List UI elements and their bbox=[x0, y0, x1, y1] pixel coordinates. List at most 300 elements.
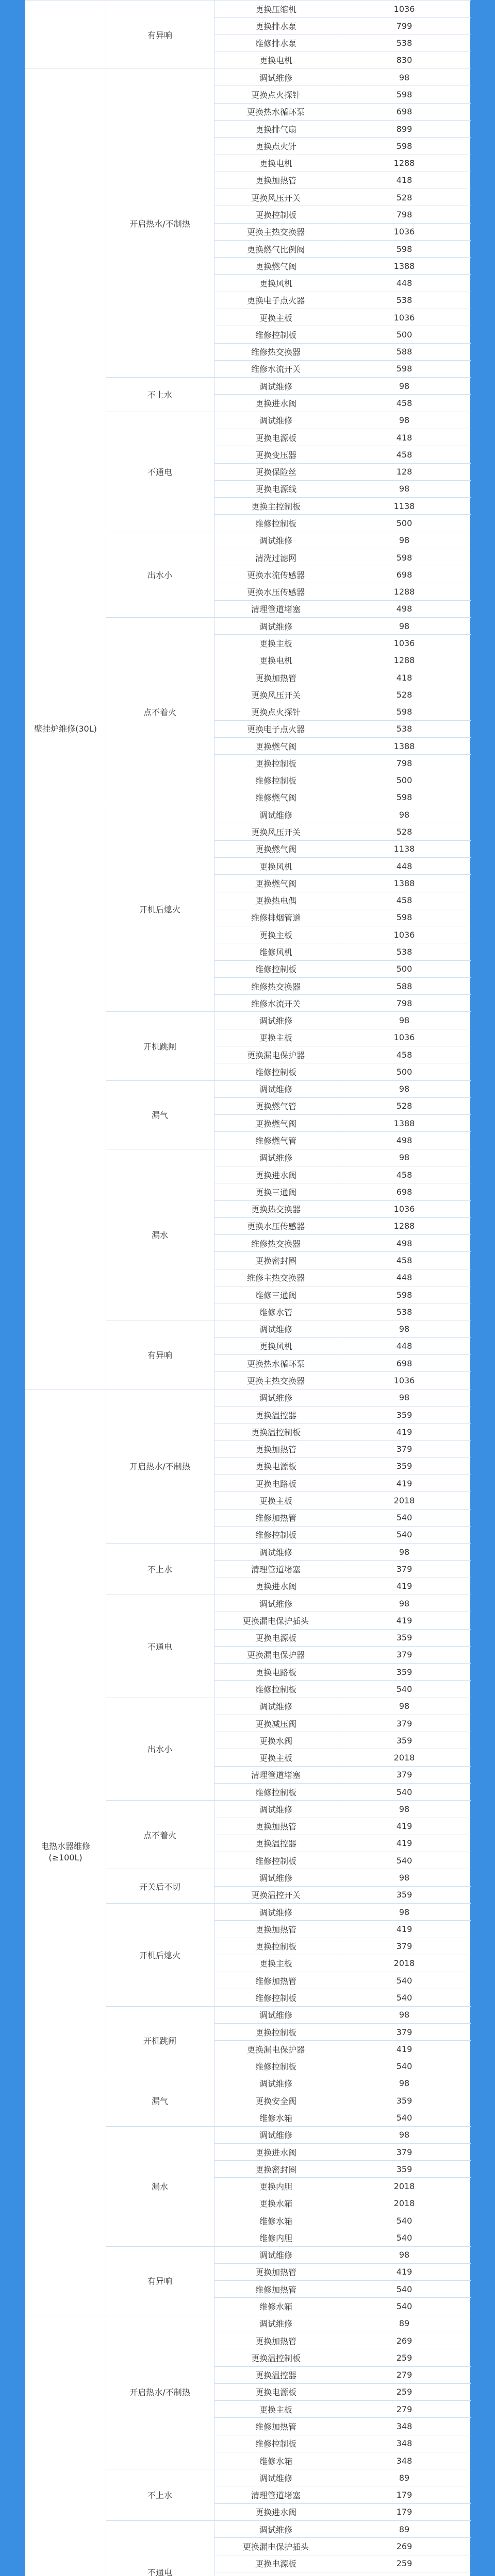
repair-item-cell: 更换点火针 bbox=[214, 137, 338, 154]
price-cell: 2018 bbox=[338, 1749, 471, 1766]
repair-item-cell: 更换电机 bbox=[214, 652, 338, 669]
repair-item-cell: 更换温控制板 bbox=[214, 2349, 338, 2366]
price-cell: 448 bbox=[338, 1269, 471, 1286]
price-cell: 799 bbox=[338, 17, 471, 34]
symptom-cell: 开启热水/不制热 bbox=[106, 69, 214, 377]
repair-item-cell: 维修控制板 bbox=[214, 2058, 338, 2075]
price-cell: 98 bbox=[338, 1011, 471, 1028]
price-cell: 379 bbox=[338, 1766, 471, 1783]
price-cell: 1138 bbox=[338, 840, 471, 857]
price-cell: 458 bbox=[338, 892, 471, 909]
price-cell: 1036 bbox=[338, 1371, 471, 1388]
repair-item-cell: 更换燃气阀 bbox=[214, 737, 338, 754]
repair-item-cell: 更换控制板 bbox=[214, 1938, 338, 1955]
repair-item-cell: 更换燃气阀 bbox=[214, 1114, 338, 1131]
repair-item-cell: 更换热交换器 bbox=[214, 1200, 338, 1217]
repair-item-cell: 更换水阀 bbox=[214, 1732, 338, 1749]
repair-item-cell: 维修控制板 bbox=[214, 1989, 338, 2006]
price-cell: 598 bbox=[338, 909, 471, 926]
price-cell: 448 bbox=[338, 1337, 471, 1354]
repair-item-cell: 维修加热管 bbox=[214, 2280, 338, 2297]
symptom-cell: 漏水 bbox=[106, 2126, 214, 2246]
repair-item-cell: 维修水箱 bbox=[214, 2212, 338, 2229]
price-cell: 598 bbox=[338, 549, 471, 566]
price-cell: 448 bbox=[338, 857, 471, 874]
price-cell: 98 bbox=[338, 377, 471, 394]
price-cell: 538 bbox=[338, 1303, 471, 1320]
price-cell: 279 bbox=[338, 2366, 471, 2383]
repair-item-cell: 更换温控器 bbox=[214, 1835, 338, 1852]
repair-item-cell: 更换进水阀 bbox=[214, 394, 338, 411]
symptom-cell: 漏水 bbox=[106, 1149, 214, 1320]
repair-item-cell: 维修燃气管 bbox=[214, 1131, 338, 1148]
repair-item-cell: 更换加热管 bbox=[214, 1920, 338, 1937]
repair-item-cell: 维修加热管 bbox=[214, 1972, 338, 1989]
symptom-cell: 开启热水/不制热 bbox=[106, 1389, 214, 1544]
price-cell: 540 bbox=[338, 1972, 471, 1989]
price-cell: 98 bbox=[338, 1698, 471, 1715]
price-cell: 899 bbox=[338, 120, 471, 137]
symptom-cell: 出水小 bbox=[106, 1698, 214, 1801]
repair-item-cell: 维修控制板 bbox=[214, 960, 338, 977]
repair-item-cell: 更换燃气阀 bbox=[214, 840, 338, 857]
price-cell: 98 bbox=[338, 2075, 471, 2092]
price-cell: 698 bbox=[338, 1183, 471, 1200]
repair-item-cell: 调试维修 bbox=[214, 69, 338, 86]
repair-item-cell: 调试维修 bbox=[214, 1698, 338, 1715]
symptom-cell: 有异响 bbox=[106, 2246, 214, 2315]
device-category-cell: 壁挂炉维修(30L) bbox=[25, 69, 106, 1388]
price-cell: 359 bbox=[338, 2092, 471, 2109]
price-cell: 98 bbox=[338, 532, 471, 549]
price-cell: 98 bbox=[338, 1389, 471, 1406]
repair-item-cell: 调试维修 bbox=[214, 1903, 338, 1920]
price-cell: 128 bbox=[338, 463, 471, 480]
price-cell: 179 bbox=[338, 2486, 471, 2503]
repair-item-cell: 清理管道堵塞 bbox=[214, 1766, 338, 1783]
price-cell: 498 bbox=[338, 1234, 471, 1251]
repair-item-cell: 更换漏电保护插头 bbox=[214, 2537, 338, 2554]
repair-item-cell: 调试维修 bbox=[214, 617, 338, 634]
price-cell: 98 bbox=[338, 1543, 471, 1560]
price-cell: 98 bbox=[338, 2246, 471, 2263]
repair-item-cell: 更换热电偶 bbox=[214, 892, 338, 909]
repair-price-table bbox=[25, 0, 470, 2576]
symptom-cell: 不通电 bbox=[106, 1595, 214, 1698]
repair-item-cell: 维修加热管 bbox=[214, 2417, 338, 2434]
symptom-cell: 开机跳闸 bbox=[106, 1011, 214, 1080]
repair-item-cell: 更换加热管 bbox=[214, 2332, 338, 2349]
repair-item-cell: 更换水箱 bbox=[214, 2195, 338, 2212]
repair-item-cell: 更换温控器 bbox=[214, 2366, 338, 2383]
price-cell: 540 bbox=[338, 2280, 471, 2297]
price-cell: 458 bbox=[338, 446, 471, 463]
repair-item-cell: 更换风压开关 bbox=[214, 686, 338, 703]
price-cell: 379 bbox=[338, 2023, 471, 2040]
price-cell: 269 bbox=[338, 2537, 471, 2554]
price-cell: 98 bbox=[338, 69, 471, 86]
repair-item-cell: 更换热水循环泵 bbox=[214, 103, 338, 120]
price-cell: 540 bbox=[338, 2109, 471, 2126]
price-cell: 279 bbox=[338, 2400, 471, 2417]
price-cell bbox=[338, 2572, 471, 2576]
repair-item-cell: 维修水箱 bbox=[214, 2297, 338, 2314]
repair-item-cell: 更换主热交换器 bbox=[214, 223, 338, 240]
repair-item-cell: 更换电源板 bbox=[214, 1629, 338, 1646]
repair-item-cell: 维修三通阀 bbox=[214, 1286, 338, 1303]
symptom-cell: 不上水 bbox=[106, 377, 214, 412]
repair-item-cell: 更换加热管 bbox=[214, 669, 338, 686]
price-cell: 528 bbox=[338, 189, 471, 206]
repair-item-cell: 更换电子点火器 bbox=[214, 292, 338, 309]
price-cell: 798 bbox=[338, 206, 471, 223]
repair-item-cell: 更换排气扇 bbox=[214, 120, 338, 137]
price-cell: 379 bbox=[338, 1715, 471, 1732]
price-cell: 830 bbox=[338, 52, 471, 69]
repair-item-cell: 更换电源线 bbox=[214, 480, 338, 497]
repair-item-cell: 维修热交换器 bbox=[214, 1234, 338, 1251]
symptom-cell: 漏气 bbox=[106, 2075, 214, 2126]
price-cell: 98 bbox=[338, 1800, 471, 1817]
repair-item-cell: 更换风压开关 bbox=[214, 823, 338, 840]
price-cell: 540 bbox=[338, 2058, 471, 2075]
price-table-panel bbox=[25, 0, 470, 2576]
price-cell: 458 bbox=[338, 1166, 471, 1183]
price-cell: 419 bbox=[338, 2263, 471, 2280]
repair-item-cell: 调试维修 bbox=[214, 2520, 338, 2537]
repair-item-cell: 更换电路板 bbox=[214, 1475, 338, 1492]
repair-item-cell: 更换主板 bbox=[214, 634, 338, 651]
price-cell: 379 bbox=[338, 1938, 471, 1955]
price-cell: 259 bbox=[338, 2383, 471, 2400]
price-cell: 538 bbox=[338, 292, 471, 309]
symptom-cell: 有异响 bbox=[106, 0, 214, 69]
price-cell: 359 bbox=[338, 1629, 471, 1646]
repair-item-cell: 更换电机 bbox=[214, 155, 338, 172]
price-cell: 89 bbox=[338, 2315, 471, 2332]
repair-item-cell: 维修控制板 bbox=[214, 1852, 338, 1869]
repair-item-cell: 更换主板 bbox=[214, 926, 338, 943]
price-cell: 359 bbox=[338, 2160, 471, 2177]
price-cell: 2018 bbox=[338, 1955, 471, 1972]
price-cell: 448 bbox=[338, 274, 471, 291]
price-cell: 1388 bbox=[338, 874, 471, 891]
repair-item-cell: 更换压缩机 bbox=[214, 0, 338, 17]
repair-item-cell: 更换燃气管 bbox=[214, 1097, 338, 1114]
repair-item-cell: 更换漏电保护器 bbox=[214, 1646, 338, 1663]
symptom-cell: 有异响 bbox=[106, 1320, 214, 1388]
repair-item-cell: 调试维修 bbox=[214, 1595, 338, 1612]
repair-item-cell: 维修加热管 bbox=[214, 1509, 338, 1526]
repair-item-cell: 更换温控开关 bbox=[214, 1886, 338, 1903]
price-cell: 598 bbox=[338, 137, 471, 154]
repair-item-cell: 更换点火探针 bbox=[214, 703, 338, 720]
price-cell: 98 bbox=[338, 412, 471, 429]
repair-item-cell: 更换风机 bbox=[214, 274, 338, 291]
price-cell: 498 bbox=[338, 1131, 471, 1148]
repair-item-cell: 更换燃气阀 bbox=[214, 257, 338, 274]
price-cell: 89 bbox=[338, 2520, 471, 2537]
price-cell: 98 bbox=[338, 1903, 471, 1920]
repair-item-cell: 更换主板 bbox=[214, 1955, 338, 1972]
price-cell: 598 bbox=[338, 360, 471, 377]
repair-item-cell: 维修主热交换器 bbox=[214, 1269, 338, 1286]
symptom-cell: 开机后熄火 bbox=[106, 1903, 214, 2006]
price-cell: 528 bbox=[338, 686, 471, 703]
repair-item-cell: 维修控制板 bbox=[214, 1783, 338, 1800]
repair-item-cell: 调试维修 bbox=[214, 1543, 338, 1560]
repair-item-cell: 更换漏电保护插头 bbox=[214, 1612, 338, 1629]
price-cell: 98 bbox=[338, 1080, 471, 1097]
repair-item-cell: 维修水流开关 bbox=[214, 994, 338, 1011]
repair-item-cell: 更换控制板 bbox=[214, 754, 338, 771]
repair-item-cell: 更换电源板 bbox=[214, 2555, 338, 2572]
price-cell: 1036 bbox=[338, 223, 471, 240]
price-cell: 419 bbox=[338, 1475, 471, 1492]
repair-item-cell: 清洗过滤网 bbox=[214, 549, 338, 566]
price-cell: 419 bbox=[338, 1920, 471, 1937]
symptom-cell: 不通电 bbox=[106, 2520, 214, 2576]
device-category-cell bbox=[25, 0, 106, 69]
repair-item-cell: 维修水箱 bbox=[214, 2452, 338, 2469]
repair-item-cell: 更换电源板 bbox=[214, 429, 338, 446]
repair-item-cell: 调试维修 bbox=[214, 1080, 338, 1097]
repair-item-cell: 调试维修 bbox=[214, 1011, 338, 1028]
repair-item-cell: 更换减压阀 bbox=[214, 1715, 338, 1732]
repair-item-cell: 更换主板 bbox=[214, 2400, 338, 2417]
price-cell: 359 bbox=[338, 1886, 471, 1903]
repair-item-cell: 调试维修 bbox=[214, 2006, 338, 2023]
repair-item-cell: 更换电源板 bbox=[214, 2383, 338, 2400]
price-cell: 598 bbox=[338, 789, 471, 806]
symptom-cell: 点不着火 bbox=[106, 1800, 214, 1869]
repair-item-cell: 更换主板 bbox=[214, 1029, 338, 1046]
repair-item-cell: 调试维修 bbox=[214, 2469, 338, 2486]
price-cell: 500 bbox=[338, 326, 471, 343]
repair-item-cell: 调试维修 bbox=[214, 1869, 338, 1886]
price-cell: 1288 bbox=[338, 652, 471, 669]
repair-item-cell: 维修控制板 bbox=[214, 514, 338, 531]
repair-item-cell: 维修热交换器 bbox=[214, 343, 338, 360]
price-cell: 458 bbox=[338, 1046, 471, 1063]
price-cell: 419 bbox=[338, 1423, 471, 1440]
price-cell: 359 bbox=[338, 1663, 471, 1680]
repair-item-cell bbox=[214, 2572, 338, 2576]
repair-item-cell: 更换进水阀 bbox=[214, 2503, 338, 2520]
repair-item-cell: 调试维修 bbox=[214, 412, 338, 429]
price-cell: 419 bbox=[338, 1612, 471, 1629]
price-cell: 458 bbox=[338, 1251, 471, 1268]
repair-item-cell: 维修燃气阀 bbox=[214, 789, 338, 806]
price-cell: 359 bbox=[338, 1458, 471, 1475]
repair-item-cell: 维修控制板 bbox=[214, 1526, 338, 1543]
repair-item-cell: 更换进水阀 bbox=[214, 2143, 338, 2160]
price-cell: 419 bbox=[338, 2040, 471, 2057]
repair-item-cell: 更换控制板 bbox=[214, 2023, 338, 2040]
repair-item-cell: 更换进水阀 bbox=[214, 1578, 338, 1595]
repair-item-cell: 更换安全阀 bbox=[214, 2092, 338, 2109]
price-cell: 1036 bbox=[338, 309, 471, 326]
price-cell: 89 bbox=[338, 2469, 471, 2486]
price-cell: 379 bbox=[338, 2143, 471, 2160]
price-cell: 598 bbox=[338, 240, 471, 257]
repair-item-cell: 更换温控器 bbox=[214, 1406, 338, 1423]
price-cell: 418 bbox=[338, 669, 471, 686]
symptom-cell: 不上水 bbox=[106, 2469, 214, 2520]
price-cell: 1388 bbox=[338, 257, 471, 274]
repair-item-cell: 维修内胆 bbox=[214, 2229, 338, 2246]
repair-item-cell: 调试维修 bbox=[214, 2315, 338, 2332]
repair-item-cell: 更换密封圈 bbox=[214, 2160, 338, 2177]
symptom-cell: 开关后不切 bbox=[106, 1869, 214, 1903]
repair-item-cell: 维修控制板 bbox=[214, 772, 338, 789]
price-cell: 1388 bbox=[338, 737, 471, 754]
price-cell: 698 bbox=[338, 1354, 471, 1371]
price-cell: 348 bbox=[338, 2452, 471, 2469]
repair-item-cell: 更换电机 bbox=[214, 52, 338, 69]
repair-item-cell: 更换加热管 bbox=[214, 172, 338, 189]
device-category-cell: 电热水器维修(≥100L) bbox=[25, 1389, 106, 2315]
repair-item-cell: 更换主热交换器 bbox=[214, 1371, 338, 1388]
price-cell: 98 bbox=[338, 480, 471, 497]
repair-item-cell: 维修控制板 bbox=[214, 326, 338, 343]
price-cell: 798 bbox=[338, 754, 471, 771]
symptom-cell: 开机后熄火 bbox=[106, 806, 214, 1011]
repair-item-cell: 更换加热管 bbox=[214, 1818, 338, 1835]
price-cell: 540 bbox=[338, 1989, 471, 2006]
price-cell: 540 bbox=[338, 2212, 471, 2229]
repair-item-cell: 更换燃气比例阀 bbox=[214, 240, 338, 257]
repair-item-cell: 清理管道堵塞 bbox=[214, 2486, 338, 2503]
repair-item-cell: 更换燃气阀 bbox=[214, 874, 338, 891]
repair-item-cell: 更换水压传感器 bbox=[214, 583, 338, 600]
device-category-cell bbox=[25, 2315, 106, 2576]
repair-item-cell: 维修控制板 bbox=[214, 1063, 338, 1080]
price-cell: 98 bbox=[338, 1320, 471, 1337]
price-cell: 1288 bbox=[338, 155, 471, 172]
repair-item-cell: 调试维修 bbox=[214, 1800, 338, 1817]
price-cell: 1036 bbox=[338, 634, 471, 651]
price-cell: 379 bbox=[338, 1440, 471, 1457]
repair-item-cell: 更换密封圈 bbox=[214, 1251, 338, 1268]
price-cell: 458 bbox=[338, 394, 471, 411]
price-cell: 359 bbox=[338, 1406, 471, 1423]
repair-item-cell: 更换风机 bbox=[214, 1337, 338, 1354]
price-cell: 1138 bbox=[338, 497, 471, 514]
symptom-cell: 开启热水/不制热 bbox=[106, 2315, 214, 2469]
repair-item-cell: 更换水压传感器 bbox=[214, 1217, 338, 1234]
price-cell: 540 bbox=[338, 2297, 471, 2314]
price-cell: 98 bbox=[338, 1149, 471, 1166]
repair-item-cell: 更换点火探针 bbox=[214, 86, 338, 103]
repair-item-cell: 调试维修 bbox=[214, 532, 338, 549]
price-cell: 98 bbox=[338, 1869, 471, 1886]
price-cell: 500 bbox=[338, 514, 471, 531]
repair-item-cell: 更换三通阀 bbox=[214, 1183, 338, 1200]
price-cell: 540 bbox=[338, 1526, 471, 1543]
price-cell: 2018 bbox=[338, 2195, 471, 2212]
price-cell: 418 bbox=[338, 172, 471, 189]
repair-item-cell: 更换电源板 bbox=[214, 1458, 338, 1475]
price-cell: 698 bbox=[338, 103, 471, 120]
repair-item-cell: 维修排水泵 bbox=[214, 35, 338, 52]
price-cell: 498 bbox=[338, 600, 471, 617]
price-cell: 359 bbox=[338, 1732, 471, 1749]
price-cell: 798 bbox=[338, 994, 471, 1011]
price-cell: 698 bbox=[338, 566, 471, 583]
symptom-cell: 开机跳闸 bbox=[106, 2006, 214, 2075]
price-cell: 588 bbox=[338, 343, 471, 360]
price-cell: 1288 bbox=[338, 583, 471, 600]
price-cell: 1036 bbox=[338, 1200, 471, 1217]
price-cell: 538 bbox=[338, 720, 471, 737]
price-cell: 379 bbox=[338, 1646, 471, 1663]
price-cell: 98 bbox=[338, 1595, 471, 1612]
repair-item-cell: 更换风机 bbox=[214, 857, 338, 874]
price-cell: 528 bbox=[338, 1097, 471, 1114]
repair-item-cell: 更换变压器 bbox=[214, 446, 338, 463]
price-cell: 259 bbox=[338, 2349, 471, 2366]
price-cell: 500 bbox=[338, 772, 471, 789]
price-cell: 1036 bbox=[338, 1029, 471, 1046]
price-cell: 538 bbox=[338, 943, 471, 960]
repair-item-cell: 更换漏电保护器 bbox=[214, 1046, 338, 1063]
price-cell: 418 bbox=[338, 429, 471, 446]
price-cell: 98 bbox=[338, 617, 471, 634]
price-cell: 419 bbox=[338, 1818, 471, 1835]
repair-item-cell: 更换主板 bbox=[214, 1492, 338, 1509]
price-cell: 1288 bbox=[338, 1217, 471, 1234]
repair-item-cell: 维修水流开关 bbox=[214, 360, 338, 377]
repair-item-cell: 更换进水阀 bbox=[214, 1166, 338, 1183]
repair-item-cell: 调试维修 bbox=[214, 2075, 338, 2092]
symptom-cell: 不通电 bbox=[106, 412, 214, 532]
repair-item-cell: 更换加热管 bbox=[214, 1440, 338, 1457]
price-cell: 500 bbox=[338, 960, 471, 977]
price-cell: 540 bbox=[338, 1680, 471, 1697]
repair-item-cell: 维修排烟管道 bbox=[214, 909, 338, 926]
price-cell: 500 bbox=[338, 1063, 471, 1080]
symptom-cell: 漏气 bbox=[106, 1080, 214, 1149]
symptom-cell: 出水小 bbox=[106, 532, 214, 617]
repair-item-cell: 更换电子点火器 bbox=[214, 720, 338, 737]
repair-item-cell: 更换主控制板 bbox=[214, 497, 338, 514]
price-cell: 1036 bbox=[338, 0, 471, 17]
repair-item-cell: 更换热水循环泵 bbox=[214, 1354, 338, 1371]
repair-item-cell: 更换风压开关 bbox=[214, 189, 338, 206]
price-cell: 1388 bbox=[338, 1114, 471, 1131]
price-cell: 98 bbox=[338, 2126, 471, 2143]
repair-item-cell: 维修水管 bbox=[214, 1303, 338, 1320]
price-cell: 259 bbox=[338, 2555, 471, 2572]
price-cell: 540 bbox=[338, 1852, 471, 1869]
repair-item-cell: 清理管道堵塞 bbox=[214, 1560, 338, 1577]
price-cell: 348 bbox=[338, 2435, 471, 2452]
repair-item-cell: 调试维修 bbox=[214, 1149, 338, 1166]
repair-item-cell: 清理管道堵塞 bbox=[214, 600, 338, 617]
repair-item-cell: 更换电路板 bbox=[214, 1663, 338, 1680]
repair-item-cell: 更换漏电保护器 bbox=[214, 2040, 338, 2057]
price-cell: 379 bbox=[338, 1560, 471, 1577]
price-cell: 419 bbox=[338, 1835, 471, 1852]
repair-item-cell: 调试维修 bbox=[214, 806, 338, 823]
price-cell: 269 bbox=[338, 2332, 471, 2349]
price-cell: 1036 bbox=[338, 926, 471, 943]
repair-item-cell: 更换排水泵 bbox=[214, 17, 338, 34]
symptom-cell: 点不着火 bbox=[106, 617, 214, 806]
repair-item-cell: 更换主板 bbox=[214, 1749, 338, 1766]
price-cell: 348 bbox=[338, 2417, 471, 2434]
